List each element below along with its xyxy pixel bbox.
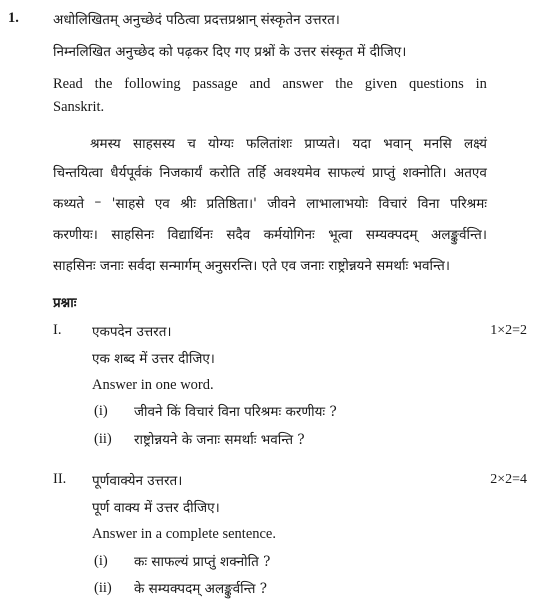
passage-line-5: साहसिनः जनाः सर्वदा सन्मार्गम् अनुसरन्ति। एते एव जनाः राष्ट्रोन्नयने समर्थाः भवन्ति। — [53, 258, 450, 274]
section-1-numeral: I. — [53, 322, 62, 338]
section-1-title-hindi: एक शब्द में उत्तर दीजिए। — [92, 351, 215, 367]
section-1-item-2-text: राष्ट्रोन्नयने के जनाः समर्थाः भवन्ति ? — [134, 432, 305, 448]
questions-heading: प्रश्नाः — [53, 295, 77, 311]
section-2-marks: 2×2=4 — [490, 472, 527, 487]
section-2-numeral: II. — [53, 471, 67, 487]
section-2-item-1-text: कः साफल्यं प्राप्तुं शक्नोति ? — [134, 554, 271, 570]
instruction-english-line2: Sanskrit. — [53, 99, 105, 115]
instruction-hindi: निम्नलिखित अनुच्छेद को पढ़कर दिए गए प्रश्नों के उत्तर संस्कृत में दीजिए। — [53, 44, 407, 60]
section-2-item-2-text: के सम्यक्पदम् अलङ्कुर्वन्ति ? — [134, 581, 268, 597]
instruction-sanskrit: अधोलिखितम् अनुच्छेदं पठित्वा प्रदत्तप्रश्नान् संस्कृतेन उत्तरत। — [53, 12, 340, 28]
section-1-marks: 1×2=2 — [490, 323, 527, 338]
section-2-title-sanskrit: पूर्णवाक्येन उत्तरत। — [92, 473, 183, 489]
section-2-title-hindi: पूर्ण वाक्य में उत्तर दीजिए। — [92, 500, 220, 516]
instruction-english-line1: Read the following passage and answer the given questions in — [53, 76, 487, 92]
section-1-title-english: Answer in one word. — [92, 377, 214, 393]
section-2-item-1-label: (i) — [94, 553, 108, 569]
passage-line-3: कथ्यते – 'साहसे एव श्रीः प्रतिष्ठिता।' जीवने लाभालाभयोः विचारं विना परिश्रमः — [53, 194, 487, 212]
passage-line-1: श्रमस्य साहसस्य च योग्यः फलितांशः प्राप्यते। यदा भवान् मनसि लक्ष्यं — [90, 136, 487, 152]
section-1-item-1-text: जीवने किं विचारं विना परिश्रमः करणीयः ? — [134, 404, 337, 420]
section-2-item-2-label: (ii) — [94, 580, 112, 596]
section-1-item-1-label: (i) — [94, 403, 108, 419]
section-1-title-sanskrit: एकपदेन उत्तरत। — [92, 324, 172, 340]
section-1-item-2-label: (ii) — [94, 431, 112, 447]
passage-line-2: चिन्तयित्वा धैर्यपूर्वकं निजकार्यं करोति तर्हि अवश्यमेव साफल्यं प्राप्तुं शक्नोति। अतएव — [53, 165, 487, 181]
section-2-title-english: Answer in a complete sentence. — [92, 526, 276, 542]
passage-line-4: करणीयः। साहसिनः विद्यार्थिनः सदैव कर्मयोगिनः भूत्वा सम्यक्पदम् अलङ्कुर्वन्ति। — [53, 227, 487, 243]
question-number: 1. — [8, 10, 19, 26]
